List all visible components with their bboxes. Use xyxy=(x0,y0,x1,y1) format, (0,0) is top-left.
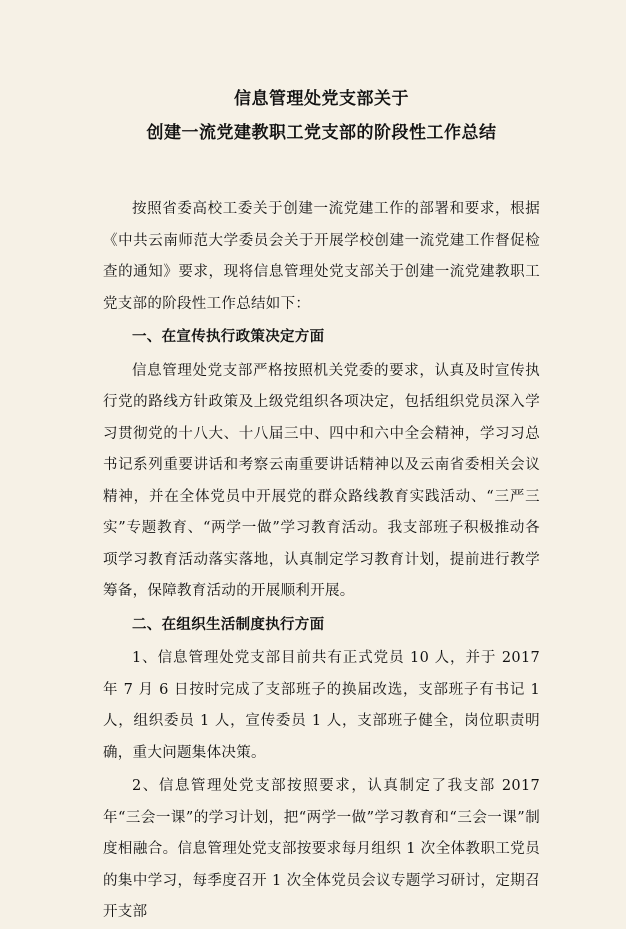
document-title-line2: 创建一流党建教职工党支部的阶段性工作总结 xyxy=(146,123,497,143)
section1-body: 信息管理处党支部严格按照机关党委的要求，认真及时宣传执行党的路线方针政策及上级党组织各项决定，包括组织党员深入学习贯彻党的十八大、十八届三中、四中和六中全会精神，学习习总书记系列重要讲话和考察云南重要讲话精神以及云南省委相关会议精神，并在全体党员中开展党的群众路线教育实践活动、“三严三实”专题教育、“两学一做”学习教育活动。我支部班子积极推动各项学习教育活动落实落地，认真制定学习教育计划，提前进行教学筹备，保障教育活动的开展顺利开展。 xyxy=(103,362,540,599)
intro-paragraph: 按照省委高校工委关于创建一流党建工作的部署和要求，根据《中共云南师范大学委员会关于开展学校创建一流党建工作督促检查的通知》要求，现将信息管理处党支部关于创建一流党建教职工党支部的阶段性工作总结如下： xyxy=(103,201,540,312)
section2-item-1: 1、信息管理处党支部目前共有正式党员 10 人，并于 2017 年 7 月 6 日按时完成了支部班子的换届改选，支部班子有书记 1 人，组织委员 1 人，宣传委员 1 人，支部班子健全，岗位职责明确，重大问题集体决策。 xyxy=(103,650,540,761)
document-title-line1: 信息管理处党支部关于 xyxy=(234,89,409,109)
section1-heading: 一、在宣传执行政策决定方面 xyxy=(132,329,325,345)
section2-heading: 二、在组织生活制度执行方面 xyxy=(132,616,325,633)
section2-item-2: 2、信息管理处党支部按照要求，认真制定了我支部 2017 年“三会一课”的学习计划，把“两学一做”学习教育和“三会一课”制度相融合。信息管理处党支部按要求每月组织 1 次全体教职工党员的集中学习，每季度召开 1 次全体党员会议专题学习研讨，定期召开支部 xyxy=(103,778,540,920)
